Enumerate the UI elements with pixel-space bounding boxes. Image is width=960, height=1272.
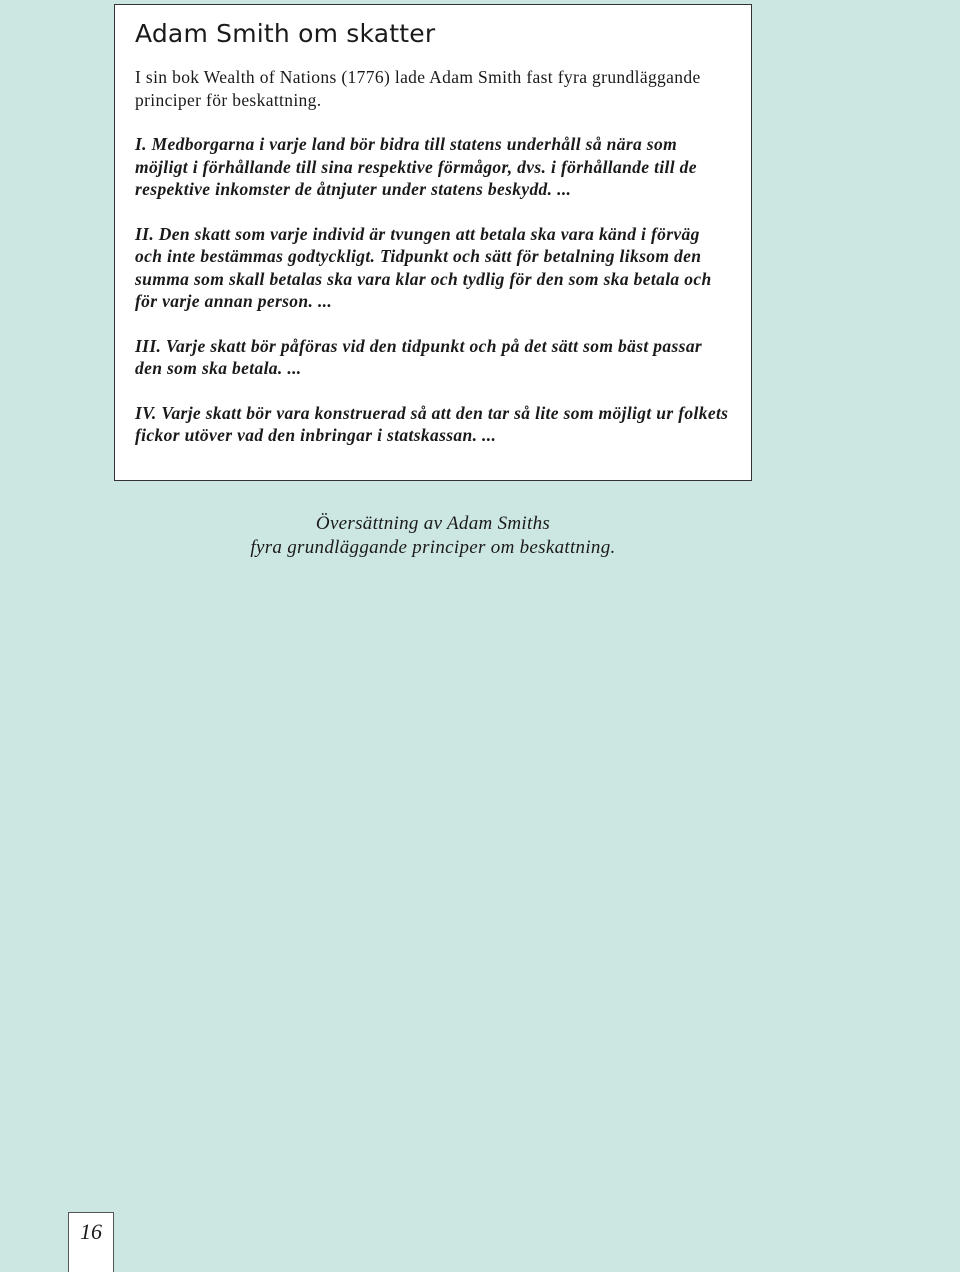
page-number: 16: [68, 1212, 114, 1272]
caption-line-2: fyra grundläggande principer om beskattning.: [250, 537, 616, 558]
principle-3: III. Varje skatt bör påföras vid den tidpunkt och på det sätt som bäst passar den som ska betala. ...: [135, 335, 703, 378]
principle-2: II. Den skatt som varje individ är tvungen att betala ska vara känd i förväg och inte bestämmas godtyckligt. Tidpunkt och sätt för betalning liksom den summa som skall betalas ska vara klar och tydlig för den som ska betala och för varje annan person. ...: [135, 223, 712, 311]
box-title: Adam Smith om skatter: [135, 19, 436, 48]
caption-line-1: Översättning av Adam Smiths: [315, 513, 551, 534]
text-box: [114, 4, 752, 481]
principle-1: I. Medborgarna i varje land bör bidra till statens underhåll så nära som möjligt i förhållande till sina respektive förmågor, dvs. i förhållande till de respektive inkomster de åtnjuter under statens beskydd. ...: [135, 134, 697, 199]
intro-paragraph: I sin bok Wealth of Nations (1776) lade Adam Smith fast fyra grundläggande principer för beskattning.: [135, 67, 701, 110]
principle-4: IV. Varje skatt bör vara konstruerad så att den tar så lite som möjligt ur folkets fickor utöver vad den inbringar i statskassan. ...: [135, 402, 729, 445]
caption: [114, 512, 752, 560]
